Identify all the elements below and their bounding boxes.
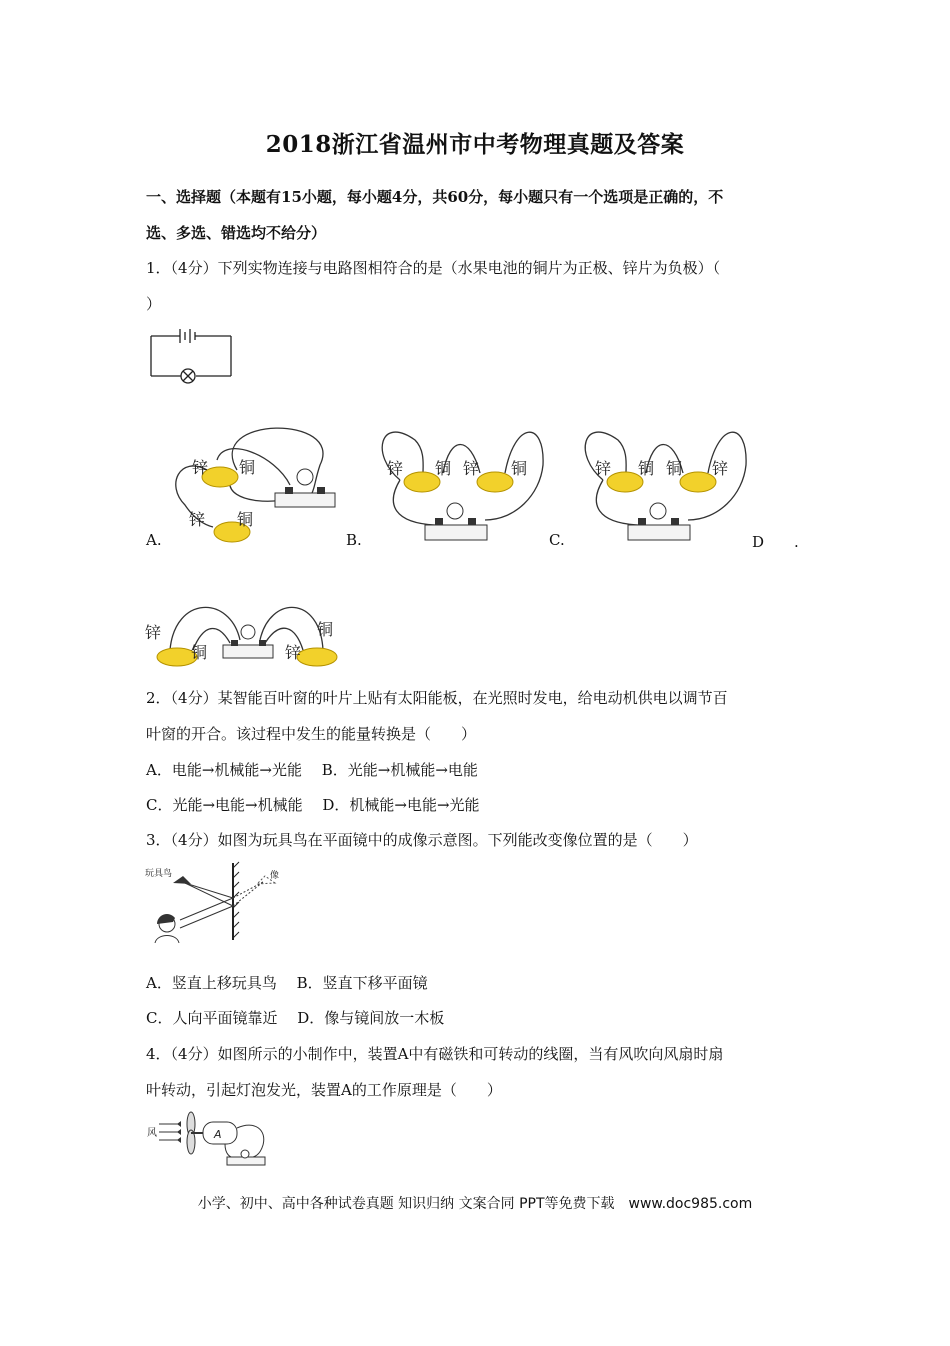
zinc-label: 锌 <box>285 643 302 662</box>
bulb-icon <box>650 503 666 519</box>
lemon-icon <box>477 472 513 492</box>
wind-label: 风 <box>147 1128 157 1139</box>
q1-stem-line1: 1．（4分）下列实物连接与电路图相符合的是（水果电池的铜片为正极、锌片为负极）（ <box>146 259 721 277</box>
q2-options-line2: C．光能→电能→机械能 D．机械能→电能→光能 <box>146 796 480 814</box>
option-a-label: A. <box>146 531 162 549</box>
q2-stem-line2: 叶窗的开合。该过程中发生的能量转换是（ ） <box>146 725 477 743</box>
q2-options-line1: A．电能→机械能→光能 B．光能→机械能→电能 <box>146 761 478 779</box>
q1-option-b-figure <box>375 425 555 547</box>
q4-stem-line1: 4．（4分）如图所示的小制作中，装置A中有磁铁和可转动的线圈，当有风吹向风扇时扇 <box>146 1045 724 1063</box>
zinc-label: 锌 <box>189 510 206 529</box>
q1-option-a-figure <box>165 425 345 547</box>
copper-label: 铜 <box>638 459 655 478</box>
section-header-line2: 选、多选、错选均不给分） <box>146 224 327 242</box>
q3-stem-line1: 3．（4分）如图为玩具鸟在平面镜中的成像示意图。下列能改变像位置的是（ ） <box>146 831 698 849</box>
q2-stem-line1: 2．（4分）某智能百叶窗的叶片上贴有太阳能板，在光照时发电，给电动机供电以调节百 <box>146 689 728 707</box>
q3-options-line1: A．竖直上移玩具鸟 B．竖直下移平面镜 <box>146 974 428 992</box>
image-label: 像 <box>270 871 280 881</box>
q3-options-line2: C．人向平面镜靠近 D．像与镜间放一木板 <box>146 1009 445 1027</box>
toy-bird-icon <box>173 876 191 884</box>
copper-label: 铜 <box>511 459 528 478</box>
circuit-diagram <box>146 326 236 384</box>
section-header-line1: 一、选择题（本题有15小题，每小题4分，共60分，每小题只有一个选项是正确的，不 <box>146 188 724 206</box>
footer-text: 小学、初中、高中各种试卷真题 知识归纳 文案合同 PPT等免费下载 www.doc985.com <box>197 1196 753 1212</box>
copper-label: 铜 <box>191 643 208 662</box>
option-d-label: D . <box>752 533 799 551</box>
zinc-label: 锌 <box>192 458 209 477</box>
toy-bird-label: 玩具鸟 <box>145 869 173 879</box>
bulb-base-icon <box>628 525 690 540</box>
option-b-label: B. <box>346 531 362 549</box>
bulb-icon <box>241 1150 249 1158</box>
bulb-base-icon <box>223 645 273 658</box>
bulb-base-icon <box>275 493 335 507</box>
lemon-icon <box>680 472 716 492</box>
zinc-label: 锌 <box>712 459 729 478</box>
bulb-base-icon <box>425 525 487 540</box>
copper-label: 铜 <box>435 459 452 478</box>
bulb-icon <box>447 503 463 519</box>
lemon-icon <box>297 648 337 666</box>
option-c-label: C. <box>549 531 565 549</box>
device-a-label: A <box>214 1128 222 1141</box>
copper-label: 铜 <box>666 459 683 478</box>
q1-option-c-figure <box>578 425 758 547</box>
q3-mirror-figure <box>145 858 295 943</box>
zinc-label: 锌 <box>387 459 404 478</box>
bulb-icon <box>241 625 255 639</box>
zinc-label: 锌 <box>595 459 612 478</box>
q4-generator-figure <box>145 1110 270 1170</box>
q1-option-d-figure <box>145 595 345 670</box>
copper-label: 铜 <box>237 510 254 529</box>
bulb-icon <box>297 469 313 485</box>
q1-stem-line2: ） <box>146 295 162 313</box>
copper-label: 铜 <box>317 620 334 639</box>
zinc-label: 锌 <box>145 623 162 642</box>
page-title: 2018浙江省温州市中考物理真题及答案 <box>265 131 685 158</box>
q4-stem-line2: 叶转动，引起灯泡发光，装置A的工作原理是（ ） <box>146 1081 502 1099</box>
copper-label: 铜 <box>239 458 256 477</box>
zinc-label: 锌 <box>463 459 480 478</box>
